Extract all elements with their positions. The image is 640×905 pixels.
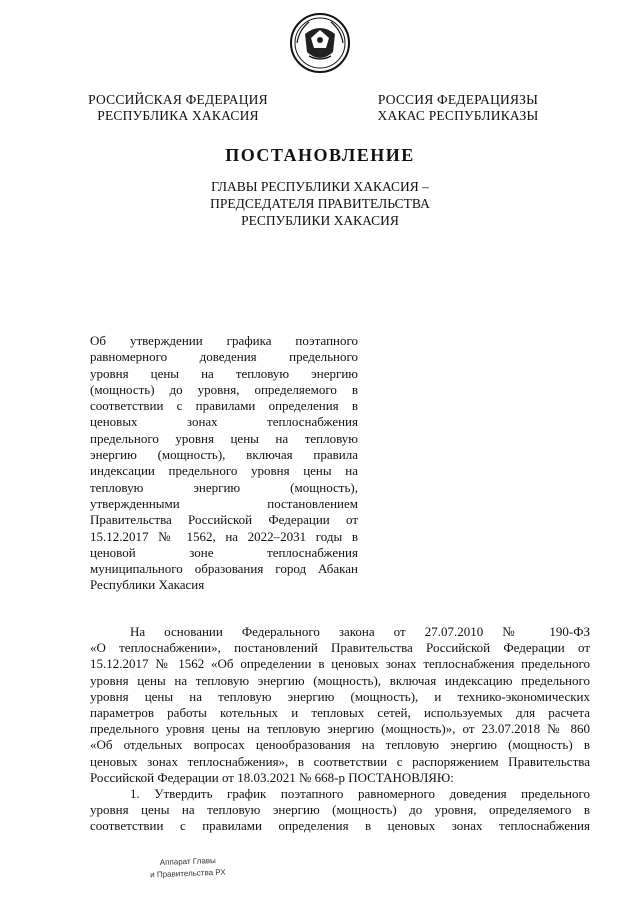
summary-line: Правительства Российской Федерации от [90, 512, 358, 528]
document-body [90, 624, 590, 835]
header-right-line-1: РОССИЯ ФЕДЕРАЦИЯЗЫ [377, 92, 539, 107]
summary-line: (мощность) до уровня, определяемого в [90, 381, 358, 397]
stamp-line-2: и Правительства РХ [150, 867, 226, 880]
header-left-line-2: РЕСПУБЛИКА ХАКАСИЯ [97, 108, 259, 123]
document-title: ПОСТАНОВЛЕНИЕ [225, 145, 415, 165]
header-left-line-1: РОССИЙСКАЯ ФЕДЕРАЦИЯ [88, 92, 268, 107]
summary-line: равномерного доведения предельного [90, 349, 358, 365]
header-left [78, 92, 278, 124]
body-line: На основании Федерального закона от 27.07.2010 № 190-ФЗ [130, 624, 590, 639]
body-line: «Об отдельных вопросах ценообразования на тепловую энергию (мощность) в [90, 737, 590, 753]
coat-of-arms-emblem [289, 12, 351, 74]
summary-line: энергию (мощность), включая правила [90, 447, 358, 463]
body-line: 15.12.2017 № 1562 «Об определении в ценовых зонах теплоснабжения предельного [90, 656, 590, 672]
body-line: уровня цены на тепловую энергию (мощность) до уровня, определяемого в [90, 802, 590, 818]
body-line: ценовых зонах теплоснабжения», в соответствии с распоряжением Правительства [90, 753, 590, 769]
document-subtitle [0, 178, 640, 229]
body-line: уровня цены на тепловую энергию (мощность), и технико-экономических [90, 688, 590, 704]
stamp-line-1: Аппарат Главы [159, 856, 216, 867]
summary-line: предельного уровня цены на тепловую [90, 430, 358, 446]
summary-line: уровня цены на тепловую энергию [90, 365, 358, 381]
body-line: Российской Федерации от 18.03.2021 № 668-р ПОСТАНОВЛЯЮ: [90, 769, 454, 785]
summary-line: соответствии с правилами определения в [90, 398, 358, 414]
body-line: соответствии с правилами определения в ценовых зонах теплоснабжения [90, 818, 590, 834]
body-line: «О теплоснабжении», постановлений Правительства Российской Федерации от [90, 640, 590, 656]
summary-line: ценовых зонах теплоснабжения [90, 414, 358, 430]
summary-line: тепловую энергию (мощность), [90, 479, 358, 495]
summary-line: муниципального образования город Абакан [90, 561, 358, 577]
subtitle-line-3: РЕСПУБЛИКИ ХАКАСИЯ [241, 213, 399, 228]
header-right [358, 92, 558, 124]
body-line: 1. Утвердить график поэтапного равномерного доведения предельного [130, 786, 590, 802]
body-line: параметров работы котельных и тепловых сетей, используемых для расчета [90, 705, 590, 721]
summary-line: 15.12.2017 № 1562, на 2022–2031 годы в [90, 528, 358, 544]
summary-line: Об утверждении графика поэтапного [90, 333, 358, 348]
summary-line: утвержденными постановлением [90, 495, 358, 511]
body-line: уровня цены на тепловую энергию (мощность), включая индексацию предельного [90, 672, 590, 688]
header-right-line-2: ХАКАС РЕСПУБЛИКАЗЫ [377, 108, 539, 123]
document-summary [90, 333, 358, 594]
summary-line: индексации предельного уровня цены на [90, 463, 358, 479]
office-stamp [150, 855, 226, 882]
summary-line: Республики Хакасия [90, 577, 205, 593]
body-line: предельного уровня цены на тепловую энергию (мощность)», от 23.07.2018 № 860 [90, 721, 590, 737]
summary-line: ценовой зоне теплоснабжения [90, 544, 358, 560]
subtitle-line-1: ГЛАВЫ РЕСПУБЛИКИ ХАКАСИЯ – [211, 179, 429, 194]
subtitle-line-2: ПРЕДСЕДАТЕЛЯ ПРАВИТЕЛЬСТВА [210, 196, 430, 211]
